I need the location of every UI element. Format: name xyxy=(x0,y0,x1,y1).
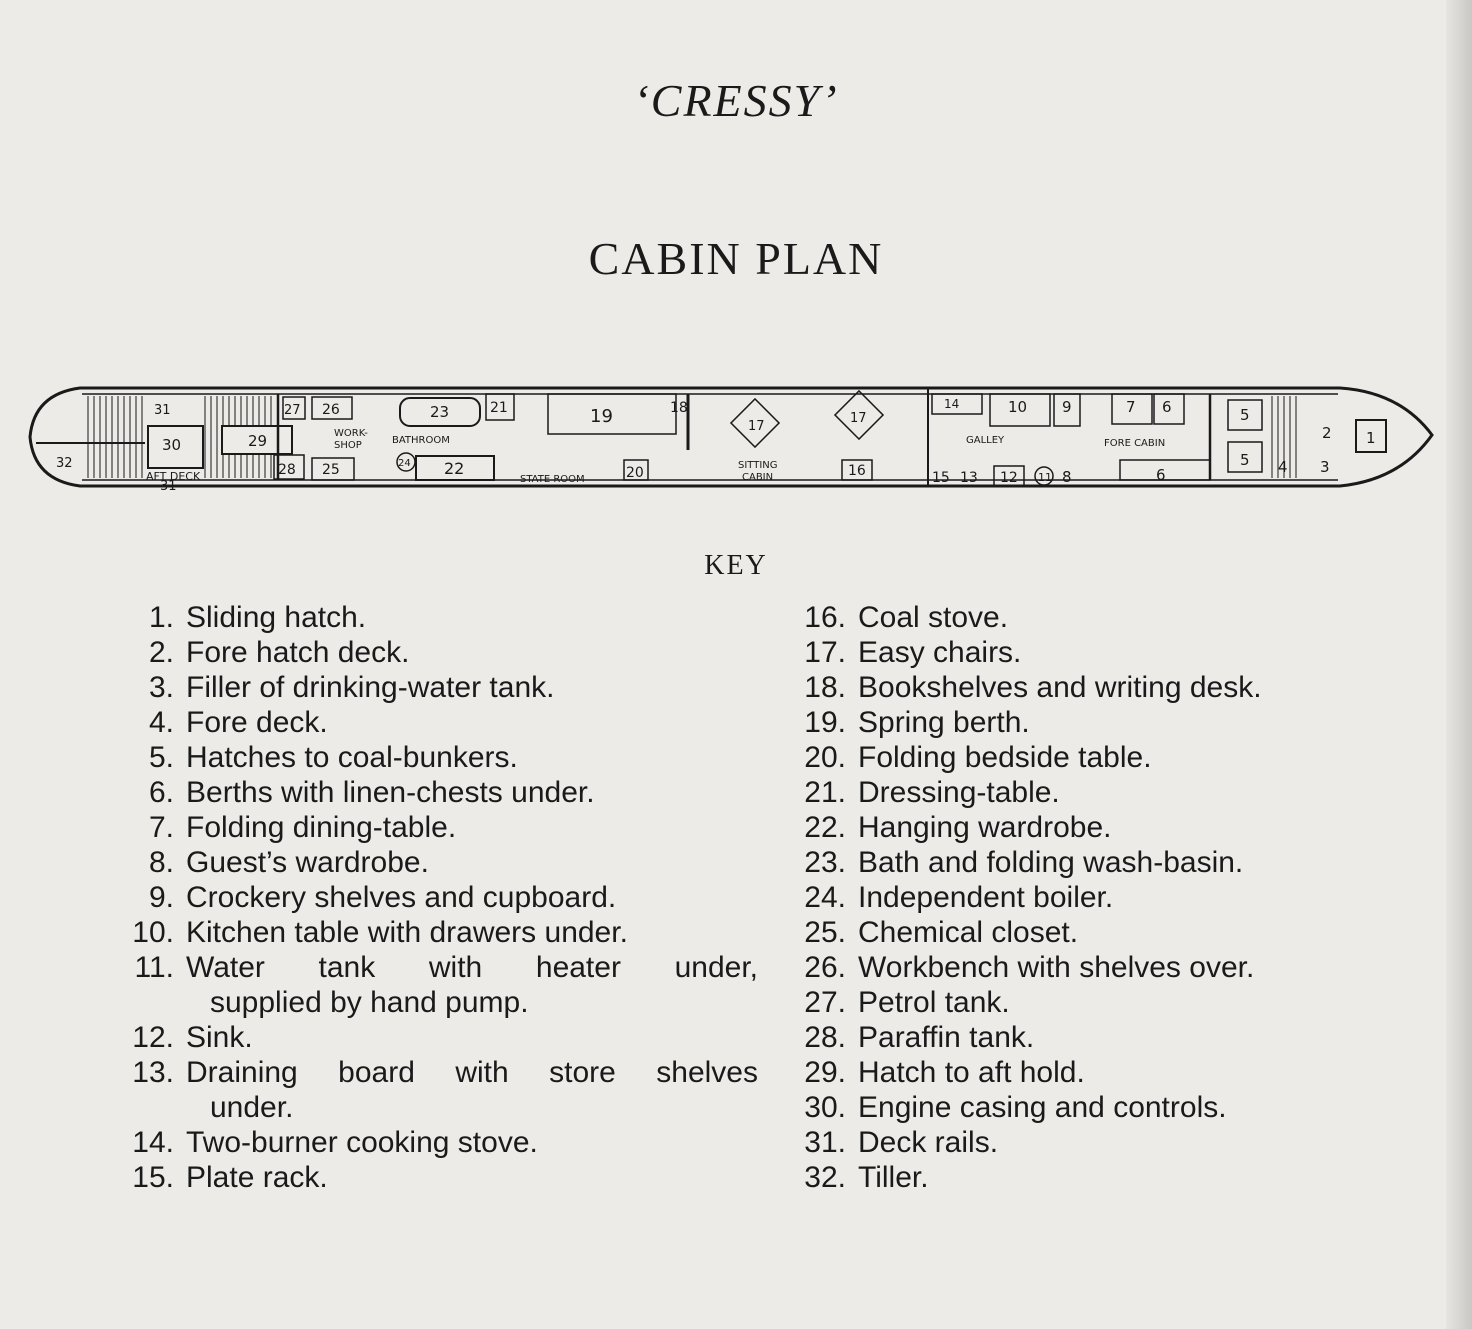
num-31a: 31 xyxy=(154,403,171,418)
num-28: 28 xyxy=(278,462,296,478)
key-item-number: 19. xyxy=(804,706,846,739)
key-item xyxy=(780,1055,1360,1090)
key-item-number: 12. xyxy=(132,1021,174,1054)
key-item-number: 22. xyxy=(804,811,846,844)
key-item-text: Guest’s wardrobe. xyxy=(186,846,429,879)
key-item-text: Hatch to aft hold. xyxy=(858,1056,1085,1089)
num-11: 11 xyxy=(1038,471,1052,484)
key-item-number: 4. xyxy=(148,706,174,739)
num-5b: 5 xyxy=(1240,451,1250,469)
num-3: 3 xyxy=(1320,458,1330,476)
key-item xyxy=(108,810,758,845)
key-list-left xyxy=(108,600,758,1195)
num-25: 25 xyxy=(322,462,340,478)
key-item-text: Fore hatch deck. xyxy=(186,636,410,669)
key-item xyxy=(108,845,758,880)
key-item-number: 7. xyxy=(148,811,174,844)
key-item-number: 17. xyxy=(804,636,846,669)
num-31b: 31 xyxy=(160,479,177,494)
key-item-text: Coal stove. xyxy=(858,601,1009,634)
key-item-number: 31. xyxy=(804,1126,846,1159)
key-item xyxy=(780,670,1360,705)
key-item xyxy=(108,775,758,810)
key-item-text: Deck rails. xyxy=(858,1126,999,1159)
key-item xyxy=(780,1020,1360,1055)
key-item-text: Folding bedside table. xyxy=(858,741,1152,774)
key-item-number: 16. xyxy=(804,601,846,634)
num-8: 8 xyxy=(1062,468,1072,486)
num-18: 18 xyxy=(670,400,688,416)
label-fore-cabin: FORE CABIN xyxy=(1104,438,1166,449)
num-21: 21 xyxy=(490,400,508,416)
key-item-number: 18. xyxy=(804,671,846,704)
key-item-text: Paraffin tank. xyxy=(858,1021,1035,1054)
plan-title: CABIN PLAN xyxy=(588,233,884,284)
key-item xyxy=(108,1055,758,1090)
key-item-number: 14. xyxy=(132,1126,174,1159)
num-1: 1 xyxy=(1366,429,1376,447)
label-workshop-2: SHOP xyxy=(334,440,362,451)
key-item-number: 28. xyxy=(804,1021,846,1054)
num-27: 27 xyxy=(284,403,301,418)
key-item xyxy=(108,880,758,915)
key-item xyxy=(780,635,1360,670)
key-item xyxy=(780,810,1360,845)
num-13: 13 xyxy=(960,470,978,486)
key-item xyxy=(780,1160,1360,1195)
num-10: 10 xyxy=(1008,398,1028,416)
key-item-number: 24. xyxy=(804,881,846,914)
key-item xyxy=(780,845,1360,880)
num-17a: 17 xyxy=(748,419,765,434)
label-galley: GALLEY xyxy=(966,435,1005,446)
key-item xyxy=(108,670,758,705)
key-item-text: Folding dining-table. xyxy=(186,811,457,844)
num-6a: 6 xyxy=(1162,398,1172,416)
key-item-number: 6. xyxy=(148,776,174,809)
key-item-number: 1. xyxy=(148,601,174,634)
key-item-number: 10. xyxy=(132,916,174,949)
key-item xyxy=(108,950,758,985)
cabin-plan-diagram xyxy=(0,370,1472,540)
key-item xyxy=(780,915,1360,950)
key-item-number: 8. xyxy=(148,846,174,879)
key-item-text: Water tank with heater under, xyxy=(186,951,758,984)
key-item-text: Chemical closet. xyxy=(858,916,1079,949)
key-item-text: Dressing-table. xyxy=(858,776,1060,809)
num-2: 2 xyxy=(1322,424,1332,442)
key-item xyxy=(780,950,1360,985)
label-aft-deck: AFT DECK xyxy=(146,470,201,483)
key-item xyxy=(108,600,758,635)
num-9: 9 xyxy=(1062,398,1072,416)
key-item-text: Hanging wardrobe. xyxy=(858,811,1112,844)
num-5a: 5 xyxy=(1240,406,1250,424)
key-item xyxy=(108,1160,758,1195)
num-12: 12 xyxy=(1000,470,1018,486)
key-item-number: 29. xyxy=(804,1056,846,1089)
page-edge-shadow xyxy=(1446,0,1472,1329)
key-item-text: Tiller. xyxy=(858,1161,929,1194)
key-item xyxy=(780,600,1360,635)
key-item xyxy=(108,1125,758,1160)
num-22: 22 xyxy=(444,459,465,478)
label-sitting-2: CABIN xyxy=(742,472,774,483)
key-item xyxy=(780,1125,1360,1160)
key-item-text: Plate rack. xyxy=(186,1161,328,1194)
key-item-text: Crockery shelves and cupboard. xyxy=(186,881,617,914)
key-item-number: 3. xyxy=(148,671,174,704)
key-item-number: 23. xyxy=(804,846,846,879)
key-item-number: 27. xyxy=(804,986,846,1019)
key-item-number: 15. xyxy=(132,1161,174,1194)
book-title: ‘CRESSY’ xyxy=(633,75,839,126)
num-7: 7 xyxy=(1126,398,1136,416)
key-item-text: Independent boiler. xyxy=(858,881,1114,914)
label-bathroom: BATHROOM xyxy=(392,435,450,446)
num-20: 20 xyxy=(626,465,644,481)
key-item-number: 5. xyxy=(148,741,174,774)
key-heading: KEY xyxy=(704,550,768,581)
key-item xyxy=(108,915,758,950)
key-item xyxy=(780,705,1360,740)
num-26: 26 xyxy=(322,402,340,418)
num-15: 15 xyxy=(932,470,950,486)
key-item-text: Petrol tank. xyxy=(858,986,1010,1019)
key-item xyxy=(780,775,1360,810)
key-item xyxy=(108,635,758,670)
key-item-number: 21. xyxy=(804,776,846,809)
num-30: 30 xyxy=(162,436,182,454)
key-item-text: Berths with linen-chests under. xyxy=(186,776,595,809)
key-item xyxy=(780,880,1360,915)
num-14: 14 xyxy=(944,397,960,411)
key-item-number: 26. xyxy=(804,951,846,984)
key-item-text: Sliding hatch. xyxy=(186,601,367,634)
key-item-continuation: under. xyxy=(210,1091,294,1124)
key-item xyxy=(108,1020,758,1055)
key-item-number: 30. xyxy=(804,1091,846,1124)
key-item-text: Two-burner cooking stove. xyxy=(186,1126,538,1159)
key-item-number: 32. xyxy=(804,1161,846,1194)
label-workshop: WORK- xyxy=(334,428,368,439)
key-item-text: Bath and folding wash-basin. xyxy=(858,846,1244,879)
key-item-text: Draining board with store shelves xyxy=(186,1056,758,1089)
num-32: 32 xyxy=(56,456,73,471)
key-item-text: Bookshelves and writing desk. xyxy=(858,671,1262,704)
key-item-number: 13. xyxy=(132,1056,174,1089)
key-item-text: Kitchen table with drawers under. xyxy=(186,916,628,949)
key-item xyxy=(780,740,1360,775)
key-item xyxy=(780,1090,1360,1125)
num-23: 23 xyxy=(430,403,450,421)
key-item-text: Workbench with shelves over. xyxy=(858,951,1255,984)
num-16: 16 xyxy=(848,463,866,479)
key-item-number: 9. xyxy=(148,881,174,914)
key-item-text: Fore deck. xyxy=(186,706,328,739)
key-item-number: 25. xyxy=(804,916,846,949)
key-item-text: Easy chairs. xyxy=(858,636,1022,669)
num-6b: 6 xyxy=(1156,466,1166,484)
key-item-number: 2. xyxy=(148,636,174,669)
num-4: 4 xyxy=(1278,458,1288,476)
num-19: 19 xyxy=(590,406,613,427)
label-state-room: STATE ROOM xyxy=(520,474,585,485)
num-24: 24 xyxy=(398,458,411,469)
num-29: 29 xyxy=(248,432,268,450)
num-17b: 17 xyxy=(850,411,867,426)
key-item-text: Sink. xyxy=(186,1021,253,1054)
key-item xyxy=(780,985,1360,1020)
key-item-number: 20. xyxy=(804,741,846,774)
key-item-text: Hatches to coal-bunkers. xyxy=(186,741,518,774)
key-item xyxy=(108,740,758,775)
key-item-continuation: supplied by hand pump. xyxy=(210,986,529,1019)
key-item-text: Filler of drinking-water tank. xyxy=(186,671,555,704)
key-item-text: Engine casing and controls. xyxy=(858,1091,1227,1124)
key-item-text: Spring berth. xyxy=(858,706,1030,739)
key-item-number: 11. xyxy=(134,951,174,984)
key-item xyxy=(108,705,758,740)
label-sitting: SITTING xyxy=(738,460,778,471)
key-list-right xyxy=(780,600,1360,1195)
